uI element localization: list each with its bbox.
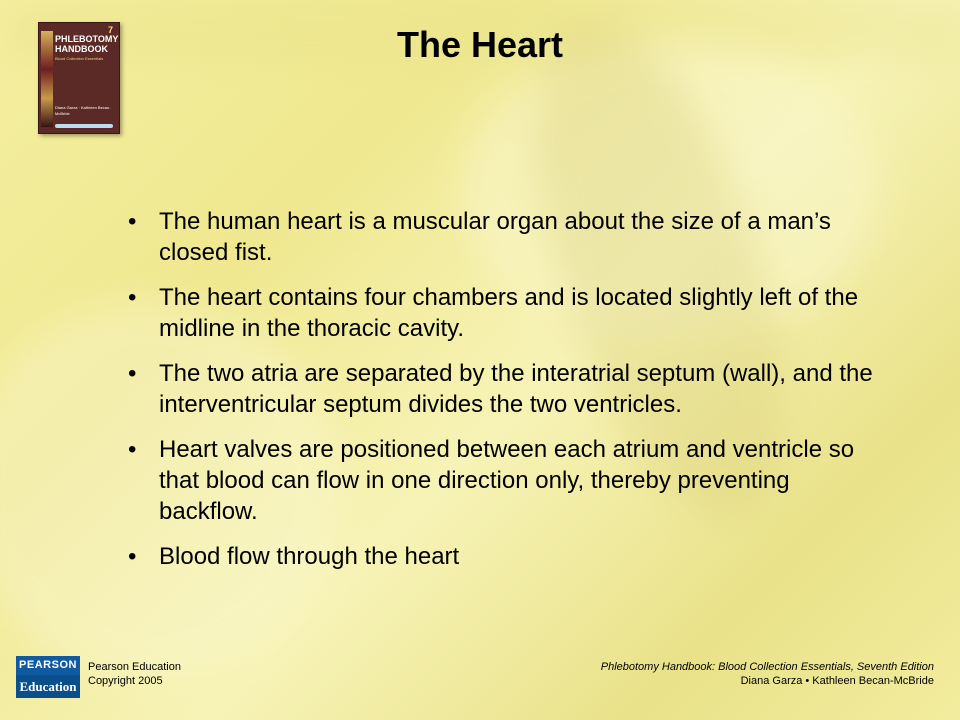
book-reference: Phlebotomy Handbook: Blood Collection Essentials, Seventh Edition bbox=[600, 661, 934, 673]
logo-education: Education bbox=[19, 679, 77, 694]
bullet-item: • The two atria are separated by the interatrial septum (wall), and the interventricular septum divides the two ventricles. bbox=[118, 358, 878, 420]
bullet-list bbox=[118, 206, 878, 586]
bullet-item: • Blood flow through the heart bbox=[118, 541, 878, 572]
copyright: Copyright 2005 bbox=[88, 675, 163, 687]
pearson-logo bbox=[16, 656, 80, 698]
logo-wordmark: PEARSON bbox=[16, 656, 80, 675]
bullet-item: • Heart valves are positioned between each atrium and ventricle so that blood can flow in one direction only, thereby preventing backflow. bbox=[118, 434, 878, 527]
footer-left bbox=[88, 660, 181, 688]
publisher-name: Pearson Education bbox=[88, 661, 181, 673]
book-cover-band bbox=[55, 124, 113, 128]
authors-credit: Diana Garza • Kathleen Becan-McBride bbox=[740, 675, 934, 687]
slide-title: The Heart bbox=[396, 24, 564, 65]
bullet-item: • The human heart is a muscular organ about the size of a man’s closed fist. bbox=[118, 206, 878, 268]
book-subtitle: Blood Collection Essentials bbox=[55, 56, 104, 61]
bullet-item: • The heart contains four chambers and is located slightly left of the midline in the thoracic cavity. bbox=[118, 282, 878, 344]
book-title: PHLEBOTOMY HANDBOOK bbox=[55, 34, 119, 54]
book-authors: Diana Garza · Kathleen Becan-McBride bbox=[55, 105, 111, 116]
footer-right bbox=[601, 660, 934, 688]
book-edition: 7 bbox=[107, 25, 113, 35]
